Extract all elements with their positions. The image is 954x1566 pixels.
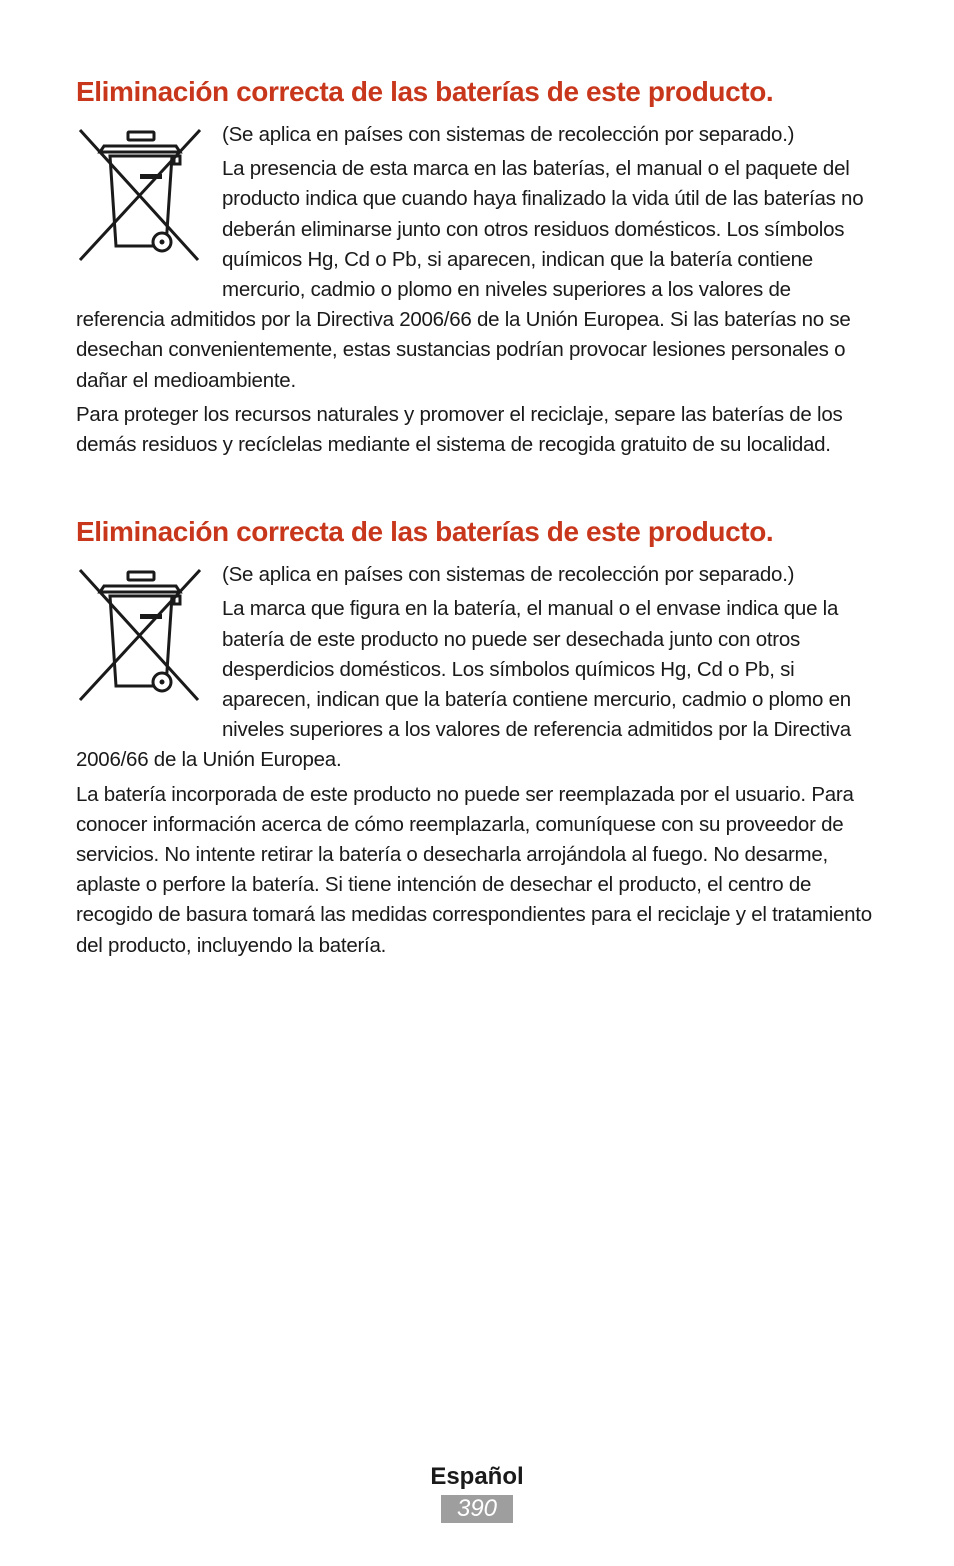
page-number-badge: 390 xyxy=(441,1495,513,1523)
battery-disposal-section-2 xyxy=(76,512,882,961)
section-paragraph: (Se aplica en países con sistemas de recolección por separado.) xyxy=(222,123,795,146)
page-footer xyxy=(0,1462,954,1523)
section-paragraph: Para proteger los recursos naturales y promover el reciclaje, separe las baterías de los demás residuos y recíclelas mediante el sistema de recogida gratuito de su localidad. xyxy=(76,402,843,457)
crossed-out-wheelie-bin-icon xyxy=(76,122,206,274)
section-paragraph: (Se aplica en países con sistemas de recolección por separado.) xyxy=(222,563,795,587)
section-heading: Eliminación correcta de las baterías de este producto. xyxy=(76,76,774,107)
battery-disposal-section-1 xyxy=(76,72,882,460)
footer-language-label: Español xyxy=(430,1463,524,1490)
document-page xyxy=(76,72,882,961)
section-paragraph: La presencia de esta marca en las baterías, el manual o el paquete del producto indica que cuando haya finalizado la vida útil de las baterías no deberán eliminarse junto con otros residuos domésticos. Los símbolos químicos Hg, Cd o Pb, si aparecen, indican que la batería contiene mercurio, cadmio o plomo en niveles superiores a los valores de referencia admitidos por la Directiva 2006/66 de la Unión Europea. Si las baterías no se desechan convenientemente, estas sustancias podrían provocar lesiones personales o dañar el medioambiente. xyxy=(76,157,864,392)
section-heading: Eliminación correcta de las baterías de este producto. xyxy=(76,516,774,548)
crossed-out-wheelie-bin-icon xyxy=(76,562,206,714)
section-paragraph: La marca que figura en la batería, el manual o el envase indica que la batería de este producto no puede ser desechada junto con otros desperdicios domésticos. Los símbolos químicos Hg, Cd o Pb, si aparecen, indican que la batería contiene mercurio, cadmio o plomo en niveles superiores a los valores de referencia admitidos por la Directiva 2006/66 de la Unión Europea. xyxy=(76,597,851,772)
section-paragraph: La batería incorporada de este producto no puede ser reemplazada por el usuario. Para conocer información acerca de cómo reemplazarla, comuníquese con su proveedor de servicios. No intente retirar la batería o desecharla arrojándola al fuego. No desarme, aplaste o perfore la batería. Si tiene intención de desechar el producto, el centro de recogido de basura tomará las medidas correspondientes para el reciclaje y el tratamiento del producto, incluyendo la batería. xyxy=(76,782,872,957)
